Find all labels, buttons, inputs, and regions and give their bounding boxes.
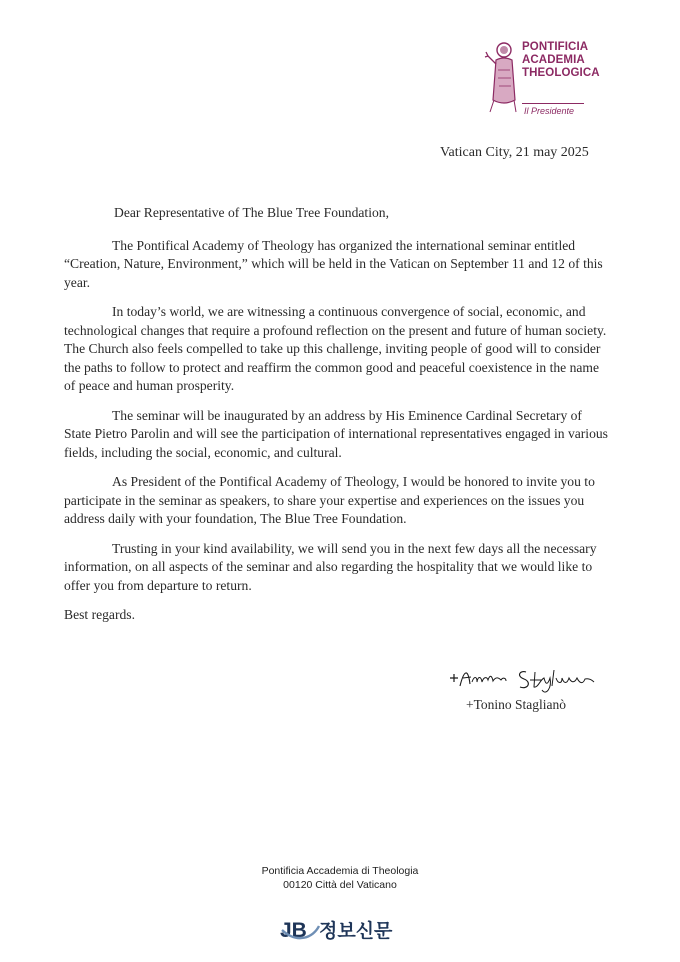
saint-figure-logo-icon: [484, 40, 518, 114]
letterhead: [484, 38, 600, 120]
paragraph: In today’s world, we are witnessing a continuous convergence of social, economic, and technological changes that require a profound reflection on the present and future of human society. The Church also feels compelled to take up this challenge, inviting people of good will to consider the paths to follow to protect and reaffirm the common good and peaceful coexistence in the name of peace and human prosperity.: [64, 304, 607, 393]
paragraph: Trusting in your kind availability, we will send you in the next few days all the necessary information, on all aspects of the seminar and also regarding the hospitality that we would like to offer you from departure to return.: [64, 540, 597, 593]
letterhead-line2: ACADEMIA: [522, 54, 585, 66]
letter-date: Vatican City, 21 may 2025: [440, 145, 589, 160]
paragraph: The seminar will be inaugurated by an address by His Eminence Cardinal Secretary of State Pietro Parolin and will see the participation of international representatives engaged in various fields, including the social, economic, and cultural.: [64, 407, 608, 460]
letterhead-line1: PONTIFICIA: [522, 41, 589, 53]
letterhead-name: [522, 41, 600, 80]
closing: Best regards.: [64, 607, 135, 622]
footer-line1: Pontificia Accademia di Theologia: [261, 865, 419, 877]
letterhead-subtitle: Il Presidente: [524, 106, 575, 116]
letter-body: [64, 204, 612, 636]
letterhead-line3: THEOLOGICA: [522, 67, 600, 79]
svg-text:정보신문: 정보신문: [319, 920, 393, 942]
paragraph: As President of the Pontifical Academy of Theology, I would be honored to invite you to participate in the seminar as speakers, to share your expertise and experiences on the issues you address daily with your foundation, The Blue Tree Foundation.: [64, 474, 595, 526]
footer-address: [0, 864, 680, 892]
salutation: Dear Representative of The Blue Tree Foundation,: [114, 205, 389, 220]
letterhead-divider: [522, 103, 584, 104]
signer-name: +Tonino Staglianò: [466, 697, 567, 712]
svg-text:JB: JB: [280, 919, 307, 942]
handwritten-signature: [446, 660, 598, 698]
paragraph: The Pontifical Academy of Theology has organized the international seminar entitled “Creation, Nature, Environment,” which will be held in the Vatican on September 11 and 12 of this year.: [64, 237, 603, 290]
footer-line2: 00120 Città del Vaticano: [283, 879, 397, 891]
jb-news-watermark-logo: [279, 914, 405, 944]
